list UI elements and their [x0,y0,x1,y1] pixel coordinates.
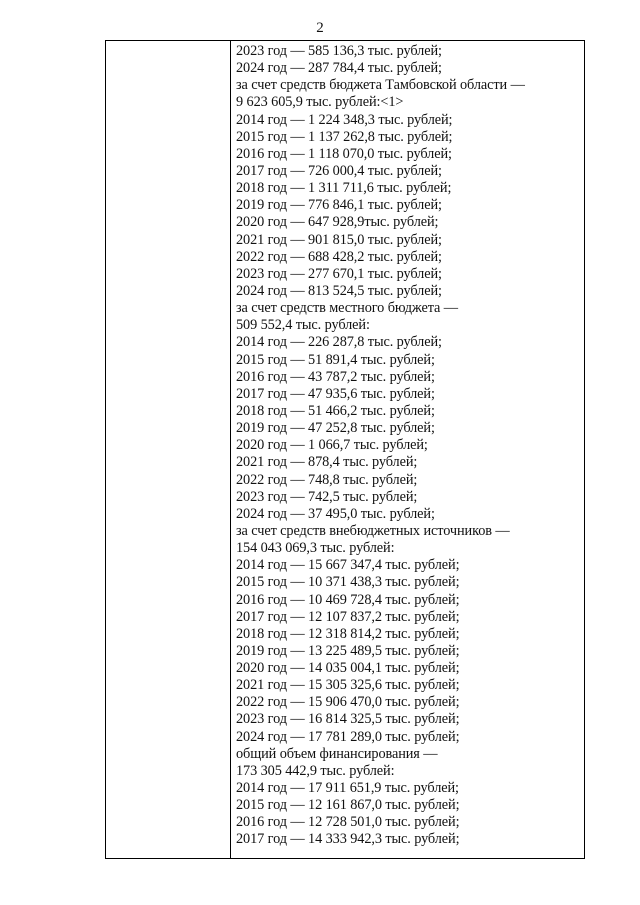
funding-line: 2016 год — 1 118 070,0 тыс. рублей; [236,145,452,162]
funding-line: за счет средств бюджета Тамбовской области — [236,77,525,94]
funding-line: 9 623 605,9 тыс. рублей:<1> [236,94,404,111]
funding-line: 2017 год — 47 935,6 тыс. рублей; [236,385,435,402]
funding-line: 2018 год — 51 466,2 тыс. рублей; [236,402,435,419]
funding-line: 2022 год — 748,8 тыс. рублей; [236,471,418,488]
funding-line: 2024 год — 287 784,4 тыс. рублей; [236,60,442,77]
funding-line: 2014 год — 17 911 651,9 тыс. рублей; [236,780,459,797]
funding-line: 154 043 069,3 тыс. рублей: [236,540,395,557]
funding-line: 2019 год — 13 225 489,5 тыс. рублей; [236,642,460,659]
funding-line: 2014 год — 1 224 348,3 тыс. рублей; [236,111,453,128]
column-divider [230,41,231,858]
funding-line: 2019 год — 776 846,1 тыс. рублей; [236,197,442,214]
funding-line: 2023 год — 742,5 тыс. рублей; [236,488,418,505]
funding-line: 2021 год — 901 815,0 тыс. рублей; [236,231,442,248]
funding-line: 173 305 442,9 тыс. рублей: [236,762,395,779]
funding-line: 2017 год — 14 333 942,3 тыс. рублей; [236,831,460,848]
funding-line: 2014 год — 15 667 347,4 тыс. рублей; [236,557,460,574]
funding-line: 2017 год — 12 107 837,2 тыс. рублей; [236,608,460,625]
funding-table [105,40,585,859]
funding-line: 2020 год — 1 066,7 тыс. рублей; [236,437,428,454]
funding-line: 2017 год — 726 000,4 тыс. рублей; [236,162,442,179]
funding-line: 2015 год — 12 161 867,0 тыс. рублей; [236,797,460,814]
funding-line: 2018 год — 12 318 814,2 тыс. рублей; [236,625,460,642]
funding-line: 2024 год — 37 495,0 тыс. рублей; [236,505,435,522]
funding-line: 2020 год — 647 928,9тыс. рублей; [236,214,439,231]
funding-line: 2019 год — 47 252,8 тыс. рублей; [236,420,435,437]
funding-line: за счет средств внебюджетных источников — [236,522,510,539]
funding-line: 2016 год — 12 728 501,0 тыс. рублей; [236,814,460,831]
funding-line: 2015 год — 51 891,4 тыс. рублей; [236,351,435,368]
funding-line: 2018 год — 1 311 711,6 тыс. рублей; [236,180,452,197]
funding-line: 2021 год — 15 305 325,6 тыс. рублей; [236,677,460,694]
page-number: 2 [316,20,324,36]
funding-line: 2022 год — 688 428,2 тыс. рублей; [236,248,442,265]
funding-line: 2020 год — 14 035 004,1 тыс. рублей; [236,660,460,677]
funding-line: 2023 год — 585 136,3 тыс. рублей; [236,43,442,59]
funding-line: 2024 год — 813 524,5 тыс. рублей; [236,282,442,299]
funding-line: 2024 год — 17 781 289,0 тыс. рублей; [236,728,460,745]
funding-line: 2016 год — 10 469 728,4 тыс. рублей; [236,591,460,608]
funding-line: 2023 год — 277 670,1 тыс. рублей; [236,265,442,282]
funding-line: за счет средств местного бюджета — [236,300,458,317]
funding-line: 2021 год — 878,4 тыс. рублей; [236,454,418,471]
funding-text-column [236,43,580,849]
funding-line: 509 552,4 тыс. рублей: [236,317,370,334]
funding-line: 2015 год — 10 371 438,3 тыс. рублей; [236,574,460,591]
funding-line: 2023 год — 16 814 325,5 тыс. рублей; [236,711,460,728]
funding-line: 2015 год — 1 137 262,8 тыс. рублей; [236,128,453,145]
funding-line: 2022 год — 15 906 470,0 тыс. рублей; [236,694,460,711]
funding-line: общий объем финансирования — [236,745,438,762]
funding-line: 2016 год — 43 787,2 тыс. рублей; [236,368,435,385]
funding-line: 2014 год — 226 287,8 тыс. рублей; [236,334,442,351]
